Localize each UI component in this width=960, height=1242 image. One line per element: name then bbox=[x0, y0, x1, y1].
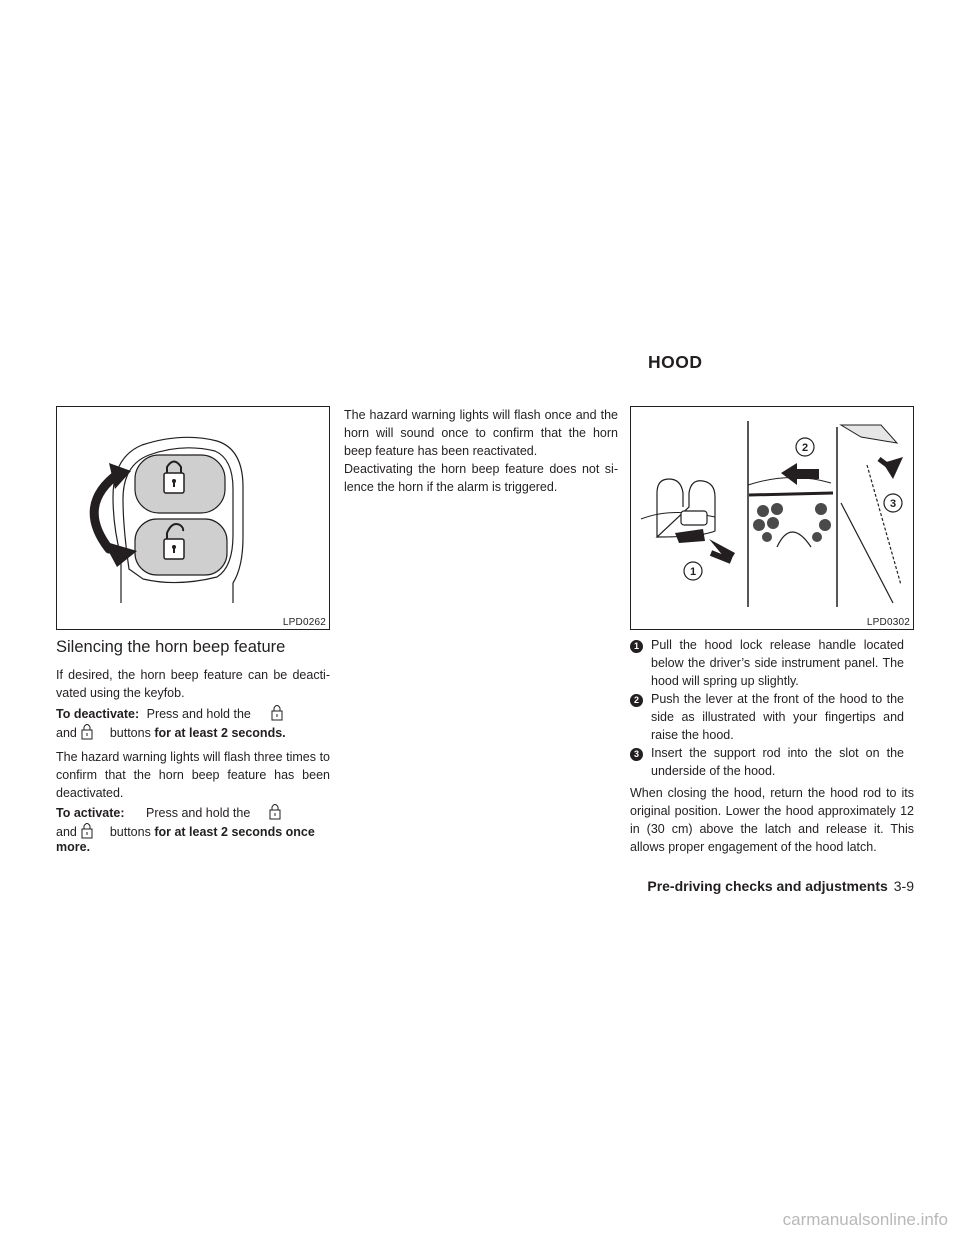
keyfob-lock-unlock-icon bbox=[57, 407, 329, 629]
intro-paragraph: If desired, the horn beep feature can be deacti- vated using the keyfob. bbox=[56, 668, 330, 700]
activate-duration-2: more. bbox=[56, 840, 91, 854]
subsection-heading: Silencing the horn beep feature bbox=[56, 638, 286, 656]
watermark: carmanualsonline.info bbox=[782, 1210, 948, 1229]
lock-icon bbox=[270, 703, 284, 721]
callout-1: 1 bbox=[689, 566, 697, 578]
callout-3: 3 bbox=[889, 498, 897, 510]
closing-paragraph: When closing the hood, return the hood rod to its original position. Lower the hood approximately 12 in (30 cm) above the latch and release it. This allows proper engagement of the hood latch. bbox=[630, 786, 914, 854]
hood-release-figure bbox=[630, 406, 914, 630]
activate-line: To activate: Press and hold the bbox=[56, 802, 330, 822]
step-number-badge: 2 bbox=[630, 694, 643, 707]
list-item: 3 Insert the support rod into the slot on the underside of the hood. bbox=[630, 744, 914, 784]
list-item: 1 Pull the hood lock release handle located below the driver’s side instrument panel. The hood will spring up slightly. bbox=[630, 636, 914, 692]
deactivate-duration: for at least 2 seconds. bbox=[154, 726, 286, 740]
chapter-title: Pre-driving checks and adjustments bbox=[647, 878, 888, 894]
section-title: HOOD bbox=[648, 352, 703, 372]
list-item: 2 Push the lever at the front of the hood to the side as illustrated with your fingertips and raise the hood. bbox=[630, 690, 914, 746]
activate-duration: for at least 2 seconds once bbox=[154, 825, 315, 839]
keyfob-figure bbox=[56, 406, 330, 630]
flash-once-paragraph: The hazard warning lights will flash once and the horn will sound once to confirm that the horn beep feature has been reactivated. bbox=[344, 408, 618, 458]
hood-release-diagram bbox=[631, 407, 913, 629]
page-number: 3-9 bbox=[893, 878, 914, 894]
activate-label: To activate: bbox=[56, 806, 125, 820]
alarm-note-paragraph: Deactivating the horn beep feature does not si- lence the horn if the alarm is triggered. bbox=[344, 462, 618, 494]
unlock-icon bbox=[80, 821, 94, 839]
figure-code: LPD0302 bbox=[866, 617, 910, 628]
deactivate-label: To deactivate: bbox=[56, 707, 140, 721]
page-footer bbox=[647, 878, 914, 894]
activate-line-2: and buttons for at least 2 seconds once bbox=[56, 821, 330, 841]
figure-code: LPD0262 bbox=[282, 617, 326, 628]
unlock-icon bbox=[80, 722, 94, 740]
callout-2: 2 bbox=[801, 442, 809, 454]
step-number-badge: 3 bbox=[630, 748, 643, 761]
step-number-badge: 1 bbox=[630, 640, 643, 653]
deactivate-line: To deactivate: Press and hold the bbox=[56, 703, 330, 723]
flash-three-paragraph: The hazard warning lights will flash three times to confirm that the horn beep feature has been deactivated. bbox=[56, 750, 330, 800]
lock-icon bbox=[268, 802, 282, 820]
deactivate-line-2: and buttons for at least 2 seconds. bbox=[56, 722, 330, 742]
